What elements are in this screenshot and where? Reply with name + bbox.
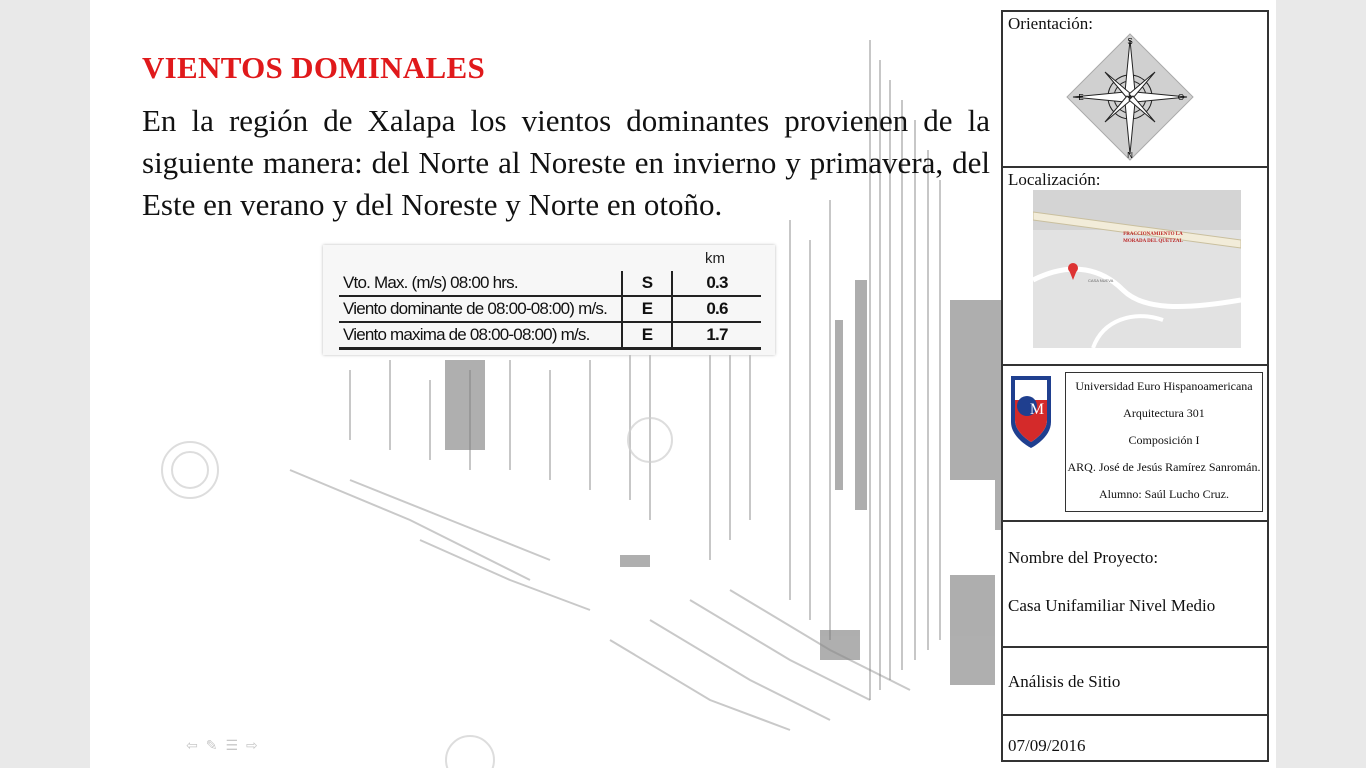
- university-info: [1065, 372, 1263, 512]
- compass-rose-icon: [1065, 32, 1195, 162]
- subject-name: Composición I: [1128, 433, 1200, 447]
- row-value: 0.6: [706, 299, 728, 318]
- slide-nav-controls: [186, 738, 266, 754]
- map-street: CASA NUEVA: [1088, 278, 1114, 283]
- row-label: Vto. Max. (m/s) 08:00 hrs.: [343, 273, 518, 292]
- row-direction: E: [622, 322, 672, 349]
- slide-title: VIENTOS DOMINALES: [142, 50, 486, 85]
- row-label: Viento maxima de 08:00-08:00) m/s.: [343, 325, 590, 344]
- pen-icon[interactable]: ✎: [205, 738, 226, 754]
- map-label-2: MORADA DEL QUETZAL: [1123, 239, 1183, 244]
- university-cell: [1003, 366, 1267, 522]
- date-cell: [1003, 716, 1267, 760]
- course-name: Arquitectura 301: [1123, 406, 1205, 420]
- orientation-label: Orientación:: [1008, 14, 1093, 33]
- location-label: Localización:: [1008, 170, 1101, 189]
- orientation-cell: [1003, 12, 1267, 168]
- project-label: Nombre del Proyecto:: [1008, 548, 1159, 567]
- wind-data-table: [323, 245, 775, 355]
- row-label: Viento dominante de 08:00-08:00) m/s.: [343, 299, 607, 318]
- logo-letter: M: [1029, 401, 1045, 418]
- map-label-1: FRACCIONAMIENTO LA: [1123, 232, 1183, 237]
- analysis-label: Análisis de Sitio: [1008, 672, 1121, 691]
- forward-arrow-icon[interactable]: ⇨: [246, 738, 266, 754]
- row-direction: E: [622, 296, 672, 322]
- analysis-cell: [1003, 648, 1267, 716]
- student-name: Alumno: Saúl Lucho Cruz.: [1099, 487, 1229, 501]
- professor-name: ARQ. José de Jesús Ramírez Sanromán.: [1067, 460, 1261, 474]
- table-row: [339, 322, 761, 349]
- compass-right: O: [1177, 93, 1185, 102]
- project-cell: [1003, 522, 1267, 648]
- menu-icon[interactable]: ☰: [225, 738, 247, 754]
- university-logo: [1007, 370, 1063, 456]
- university-name: Universidad Euro Hispanoamericana: [1075, 379, 1253, 393]
- compass-top: S: [1127, 37, 1133, 46]
- wind-table-grid: [339, 271, 761, 350]
- location-cell: [1003, 168, 1267, 366]
- project-name: Casa Unifamiliar Nivel Medio: [1008, 596, 1216, 615]
- row-direction: S: [622, 271, 672, 296]
- back-arrow-icon[interactable]: ⇦: [186, 738, 206, 754]
- location-map: [1033, 190, 1241, 348]
- slide-body-text: En la región de Xalapa los vientos dominantes provienen de la siguiente manera: del Norte al Noreste en invierno y primavera, del Este en verano y del Noreste y Norte en otoño.: [142, 103, 990, 222]
- row-value: 0.3: [706, 273, 728, 292]
- title-block: [1001, 10, 1269, 762]
- table-row: [339, 296, 761, 322]
- row-value: 1.7: [706, 325, 728, 344]
- date-label: 07/09/2016: [1008, 736, 1086, 755]
- compass-bottom: N: [1127, 151, 1133, 160]
- compass-left: E: [1078, 93, 1084, 102]
- unit-header: km: [705, 250, 725, 267]
- table-row: [339, 271, 761, 296]
